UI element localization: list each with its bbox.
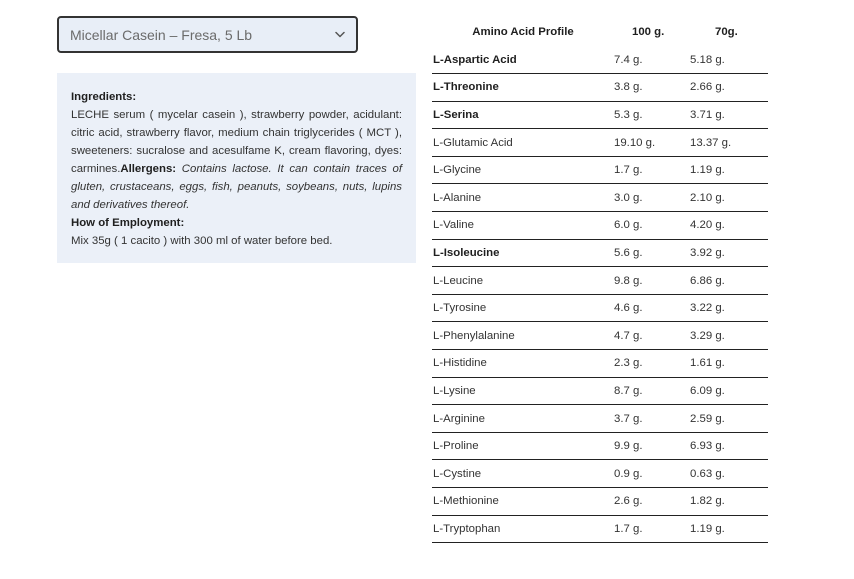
amount-per-100g: 0.9 g. [614,460,690,488]
employment-text: Mix 35g ( 1 cacito ) with 300 ml of water before bed. [71,235,333,247]
ingredients-heading: Ingredients: [71,91,137,103]
amino-acid-name: L-Threonine [432,74,614,102]
amount-per-70g: 2.10 g. [690,184,768,212]
table-row [432,488,768,516]
table-row [432,129,768,157]
table-row [432,432,768,460]
amino-acid-name: L-Serina [432,101,614,129]
table-row [432,267,768,295]
amino-acid-name: L-Proline [432,432,614,460]
amount-per-100g: 5.6 g. [614,239,690,267]
amount-per-100g: 6.0 g. [614,212,690,240]
header-100g: 100 g. [632,26,665,38]
amount-per-70g: 3.71 g. [690,101,768,129]
amount-per-100g: 5.3 g. [614,101,690,129]
amino-acid-name: L-Leucine [432,267,614,295]
amino-acid-table [432,18,768,543]
chevron-down-icon [334,29,346,41]
amount-per-100g: 2.3 g. [614,350,690,378]
amino-acid-name: L-Alanine [432,184,614,212]
amount-per-70g: 4.20 g. [690,212,768,240]
amount-per-100g: 3.8 g. [614,74,690,102]
amount-per-100g: 2.6 g. [614,488,690,516]
amount-per-100g: 9.9 g. [614,432,690,460]
amount-per-100g: 3.0 g. [614,184,690,212]
amount-per-70g: 6.86 g. [690,267,768,295]
amount-per-100g: 7.4 g. [614,46,690,74]
amino-acid-name: L-Cystine [432,460,614,488]
allergens-text: Contains lactose. It can contain traces of gluten, crustaceans, eggs, fish, peanuts, soybeans, nuts, lupins and derivatives thereof. [71,163,402,211]
amount-per-70g: 1.82 g. [690,488,768,516]
amino-acid-name: L-Methionine [432,488,614,516]
variant-select-value: Micellar Casein – Fresa, 5 Lb [70,26,253,43]
table-row [432,350,768,378]
table-row [432,460,768,488]
amino-acid-name: L-Glycine [432,156,614,184]
amino-acid-name: L-Isoleucine [432,239,614,267]
table-row [432,101,768,129]
header-amino-acid-profile: Amino Acid Profile [472,26,574,38]
table-row [432,405,768,433]
amount-per-70g: 6.09 g. [690,377,768,405]
table-row [432,239,768,267]
amino-acid-name: L-Aspartic Acid [432,46,614,74]
table-header-row [432,18,768,46]
amount-per-100g: 4.6 g. [614,294,690,322]
amount-per-100g: 8.7 g. [614,377,690,405]
ingredients-text: LECHE serum ( mycelar casein ), strawberry powder, acidulant: citric acid, strawberry flavor, medium chain triglycerides ( MCT ), sweeteners: sucralose and acesulfame K, cream flavoring, dyes: carmines. [71,109,402,175]
amount-per-70g: 3.22 g. [690,294,768,322]
amount-per-70g: 5.18 g. [690,46,768,74]
amount-per-100g: 19.10 g. [614,129,690,157]
amount-per-70g: 0.63 g. [690,460,768,488]
amino-acid-name: L-Arginine [432,405,614,433]
amount-per-70g: 2.59 g. [690,405,768,433]
amount-per-70g: 3.29 g. [690,322,768,350]
amino-acid-name: L-Tryptophan [432,515,614,543]
amount-per-70g: 2.66 g. [690,74,768,102]
amino-acid-name: L-Valine [432,212,614,240]
table-row [432,212,768,240]
amount-per-100g: 4.7 g. [614,322,690,350]
table-row [432,322,768,350]
table-row [432,377,768,405]
table-row [432,46,768,74]
amount-per-70g: 6.93 g. [690,432,768,460]
amount-per-70g: 1.19 g. [690,515,768,543]
table-row [432,74,768,102]
amount-per-70g: 3.92 g. [690,239,768,267]
amount-per-100g: 3.7 g. [614,405,690,433]
table-row [432,184,768,212]
allergens-label: Allergens: [120,163,177,175]
amount-per-70g: 13.37 g. [690,129,768,157]
amount-per-100g: 1.7 g. [614,515,690,543]
amino-table-body [432,46,768,543]
amino-acid-name: L-Lysine [432,377,614,405]
header-70g: 70g. [715,26,738,38]
amino-acid-name: L-Phenylalanine [432,322,614,350]
amount-per-70g: 1.19 g. [690,156,768,184]
amino-acid-name: L-Tyrosine [432,294,614,322]
employment-heading: How of Employment: [71,217,185,229]
amino-acid-name: L-Histidine [432,350,614,378]
amount-per-100g: 1.7 g. [614,156,690,184]
variant-select[interactable] [57,16,358,53]
table-row [432,515,768,543]
amino-acid-name: L-Glutamic Acid [432,129,614,157]
table-row [432,294,768,322]
amount-per-100g: 9.8 g. [614,267,690,295]
table-row [432,156,768,184]
amount-per-70g: 1.61 g. [690,350,768,378]
ingredients-paragraph [71,106,402,214]
product-info-panel [57,73,416,263]
